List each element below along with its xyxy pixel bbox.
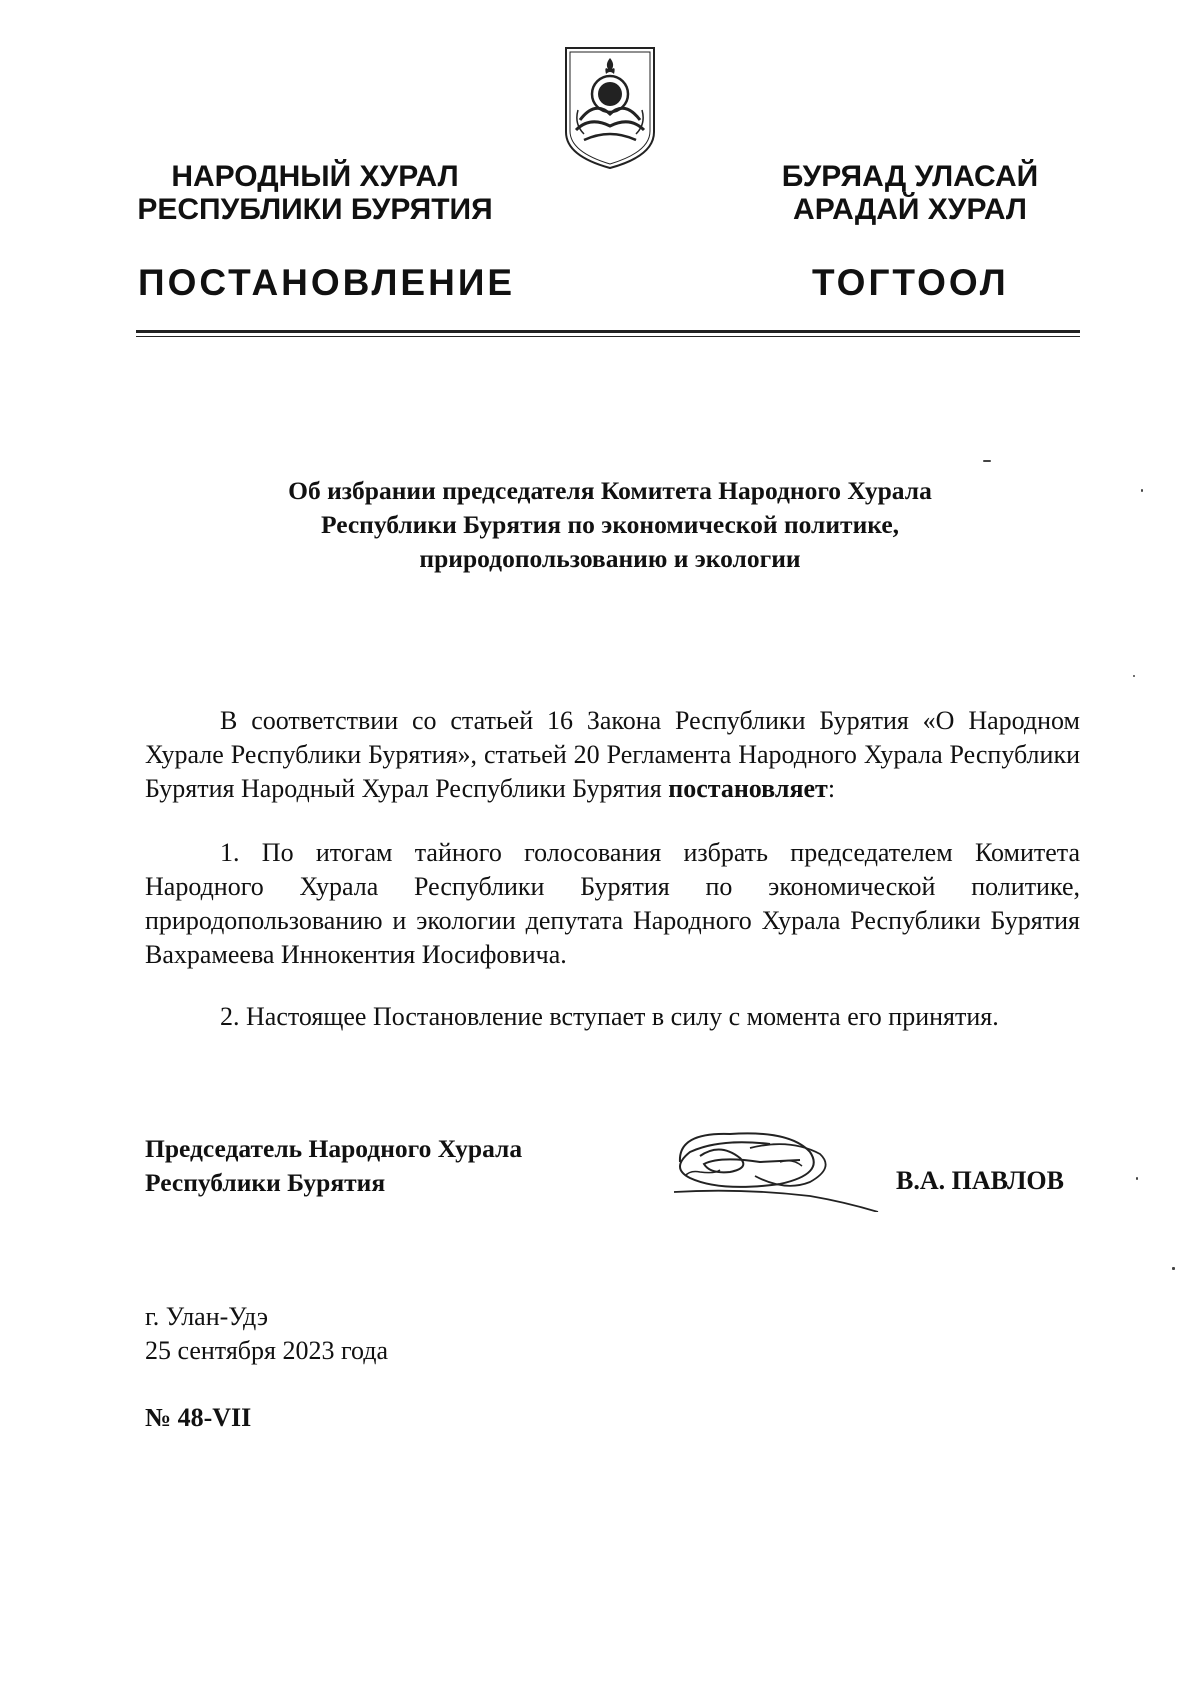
header-left-line-1: НАРОДНЫЙ ХУРАЛ [171,160,459,193]
header-left [130,160,500,226]
header-right [765,160,1055,226]
preamble-bold: постановляет [668,774,828,803]
item-2-paragraph [145,1000,1080,1034]
header-left-line-2: РЕСПУБЛИКИ БУРЯТИЯ [137,193,493,226]
header-right-line-2: АРАДАЙ ХУРАЛ [793,193,1027,226]
header-divider-thin [136,336,1080,337]
signatory-position-line-2: Республики Бурятия [145,1168,386,1197]
city: г. Улан-Удэ [145,1302,269,1331]
signatory-name: В.А. ПАВЛОВ [896,1166,1064,1195]
preamble-paragraph [145,704,1080,806]
title-line-3: природопользованию и экологии [419,544,801,573]
scan-speck [1133,675,1135,677]
header-divider-thick [136,330,1080,333]
scan-speck [1172,1267,1175,1270]
title-line-2: Республики Бурятия по экономической политике, [320,510,900,539]
item-1-text: 1. По итогам тайного голосования избрать председателем Комитета Народного Хурала Республики Бурятия по экономической политике, природопользованию и экологии депутата Народного Хурала Республики Бурятия Вахрамеева Иннокентия Иосифовича. [145,838,1080,969]
doc-type-russian: ПОСТАНОВЛЕНИЕ [138,262,516,303]
item-2-text: 2. Настоящее Постановление вступает в силу с момента его принятия. [220,1002,999,1031]
place-and-date [145,1300,388,1368]
scan-speck [1141,489,1143,492]
preamble-end: : [827,774,836,803]
signatory-position-line-1: Председатель Народного Хурала [145,1134,523,1163]
coat-of-arms-buryatia-icon [560,44,660,172]
handwritten-signature-icon [660,1112,900,1212]
header-right-line-1: БУРЯАД УЛАСАЙ [781,160,1039,193]
scan-speck [1136,1177,1138,1180]
doc-type-buryat: ТОГТООЛ [812,262,1009,303]
document-number: № 48-VII [145,1403,252,1432]
item-1-paragraph [145,836,1080,972]
date: 25 сентября 2023 года [145,1336,389,1365]
title-line-1: Об избрании председателя Комитета Народного Хурала [288,476,932,505]
preamble-text: В соответствии со статьей 16 Закона Республики Бурятия «О Народном Хурале Республики Бурятия», статьей 20 Регламента Народного Хурала Республики Бурятия Народный Хурал Республики Бурятия [145,706,1080,803]
signatory-position [145,1132,522,1200]
scan-speck [983,460,991,462]
document-title [180,474,1040,576]
